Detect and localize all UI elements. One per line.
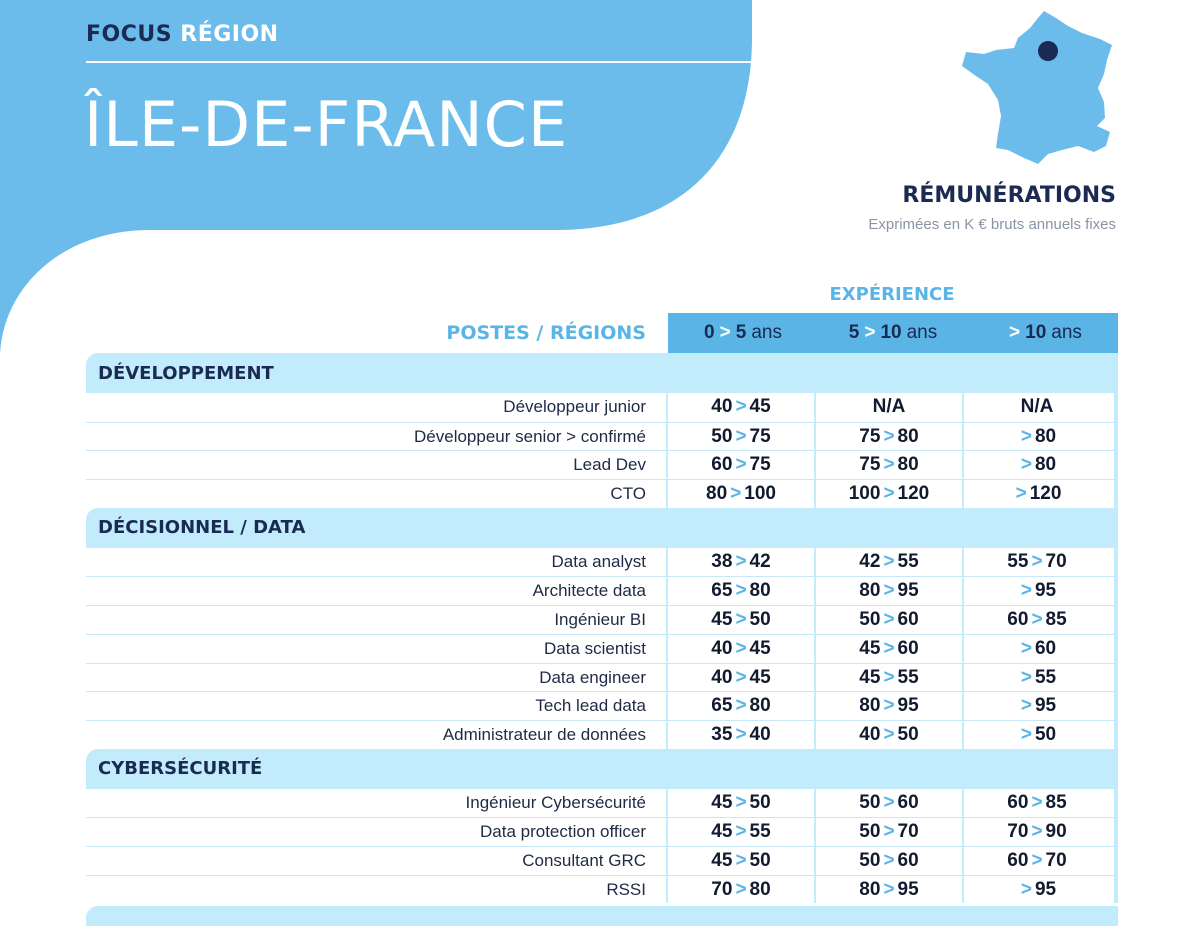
value-from: 35: [711, 723, 733, 745]
salary-cell: [962, 606, 1110, 634]
value-to: 50: [749, 791, 771, 813]
salary-cell: [666, 847, 814, 875]
value-to: 40: [749, 723, 771, 745]
value-to: 85: [1045, 791, 1067, 813]
table-row: [86, 663, 1114, 692]
salary-cell: [814, 789, 962, 818]
column-from: 0: [704, 322, 715, 343]
experience-header-band: [668, 313, 1118, 353]
arrow-icon: >: [883, 483, 895, 505]
salary-cell: [962, 789, 1110, 818]
salary-cell: [666, 721, 814, 749]
value-from: 65: [711, 695, 733, 717]
role-name: RSSI: [86, 876, 666, 904]
salary-cell: [962, 393, 1110, 422]
value-to: 80: [897, 454, 919, 476]
value-to: 50: [749, 849, 771, 871]
salary-cell: [962, 480, 1110, 508]
value-to: 55: [749, 821, 771, 843]
salary-cell: [814, 606, 962, 634]
table-row: [86, 875, 1114, 904]
arrow-icon: >: [1031, 609, 1043, 631]
next-section-band: [86, 906, 1118, 926]
salary-cell: [962, 423, 1110, 451]
value-from: 45: [711, 791, 733, 813]
section-header: DÉVELOPPEMENT: [86, 353, 1118, 393]
salary-cell: [962, 818, 1110, 846]
remunerations-subtitle: Exprimées en K € bruts annuels fixes: [868, 216, 1116, 233]
value-from: 100: [848, 483, 881, 505]
arrow-icon: >: [883, 580, 895, 602]
section-rows-inner: [86, 789, 1114, 904]
column-to: 10: [1025, 322, 1047, 343]
role-name: Ingénieur BI: [86, 606, 666, 634]
arrow-icon: >: [1009, 322, 1021, 343]
value-to: 45: [749, 666, 771, 688]
table-row: [86, 691, 1114, 720]
value-from: 50: [859, 609, 881, 631]
salary-cell: [666, 548, 814, 577]
arrow-icon: >: [883, 609, 895, 631]
arrow-icon: >: [883, 637, 895, 659]
table-row: [86, 450, 1114, 479]
role-name: Data scientist: [86, 635, 666, 663]
salary-cell: [666, 635, 814, 663]
role-name: Lead Dev: [86, 451, 666, 479]
value-from: 45: [859, 637, 881, 659]
role-name: Ingénieur Cybersécurité: [86, 789, 666, 818]
value-to: 80: [749, 878, 771, 900]
arrow-icon: >: [883, 849, 895, 871]
salary-cell: [666, 451, 814, 479]
table-row: [86, 789, 1114, 818]
salary-cell: [814, 635, 962, 663]
value-to: 70: [1045, 849, 1067, 871]
value-from: 75: [859, 425, 881, 447]
value-to: 60: [897, 609, 919, 631]
experience-label: EXPÉRIENCE: [829, 284, 955, 305]
salary-cell: [962, 577, 1110, 605]
salary-cell: [814, 423, 962, 451]
table-row: [86, 634, 1114, 663]
value-from: 75: [859, 454, 881, 476]
value-from: 60: [1007, 609, 1029, 631]
focus-region-kicker: FOCUS RÉGION: [86, 22, 279, 47]
role-name: Architecte data: [86, 577, 666, 605]
role-name: Data analyst: [86, 548, 666, 577]
arrow-icon: >: [1020, 425, 1032, 447]
salary-cell: [962, 692, 1110, 720]
arrow-icon: >: [1031, 550, 1043, 572]
table-row: [86, 720, 1114, 749]
salary-cell: [962, 876, 1110, 904]
arrow-icon: >: [735, 609, 747, 631]
salary-cell: [666, 789, 814, 818]
table-row: [86, 605, 1114, 634]
value-to: 80: [897, 425, 919, 447]
value-to: 60: [1034, 637, 1057, 659]
salary-cell: [814, 577, 962, 605]
salary-cell: [666, 692, 814, 720]
value-from: 70: [1007, 821, 1029, 843]
value-to: 95: [1034, 878, 1057, 900]
value-to: 90: [1045, 821, 1067, 843]
section-rows: [86, 548, 1118, 749]
header-divider: [86, 61, 752, 63]
role-name: Tech lead data: [86, 692, 666, 720]
value-from: 55: [1007, 550, 1029, 572]
arrow-icon: >: [1020, 878, 1032, 900]
salary-cell: [666, 480, 814, 508]
salary-cell: [814, 393, 962, 422]
role-name: CTO: [86, 480, 666, 508]
value-to: 45: [749, 637, 771, 659]
column-unit: ans: [906, 322, 938, 343]
arrow-icon: >: [883, 821, 895, 843]
arrow-icon: >: [883, 454, 895, 476]
salary-cell: [666, 577, 814, 605]
value-from: 80: [859, 878, 881, 900]
value-to: 55: [897, 550, 919, 572]
arrow-icon: >: [735, 580, 747, 602]
salary-cell: [962, 548, 1110, 577]
value-from: 70: [711, 878, 733, 900]
value-to: 60: [897, 849, 919, 871]
arrow-icon: >: [735, 454, 747, 476]
value-from: 80: [859, 695, 881, 717]
value-to: 80: [1034, 425, 1057, 447]
arrow-icon: >: [1031, 849, 1043, 871]
salary-cell: [666, 818, 814, 846]
salary-cell: [666, 664, 814, 692]
value-from: 45: [711, 821, 733, 843]
value-to: 50: [1034, 723, 1057, 745]
value-to: 95: [1034, 695, 1057, 717]
column-from: 5: [848, 322, 860, 343]
salary-cell: [666, 876, 814, 904]
value-to: 50: [897, 723, 919, 745]
value-to: 60: [897, 791, 919, 813]
column-to: 10: [880, 322, 902, 343]
table-row: [86, 479, 1114, 508]
table-row: [86, 576, 1114, 605]
salary-cell: [666, 393, 814, 422]
arrow-icon: >: [883, 791, 895, 813]
salary-cell: [962, 847, 1110, 875]
value-to: 55: [897, 666, 919, 688]
section-header: CYBERSÉCURITÉ: [86, 749, 1118, 789]
arrow-icon: >: [883, 878, 895, 900]
value-from: 45: [859, 666, 881, 688]
experience-column-2: [968, 313, 1118, 353]
salary-cell: [962, 451, 1110, 479]
arrow-icon: >: [735, 637, 747, 659]
role-name: Administrateur de données: [86, 721, 666, 749]
value-from: 40: [711, 666, 733, 688]
value-from: 45: [711, 849, 733, 871]
salary-cell: [814, 818, 962, 846]
value-from: 60: [711, 454, 733, 476]
value-from: 50: [859, 791, 881, 813]
value-from: 65: [711, 580, 733, 602]
value-from: 42: [859, 550, 881, 572]
salary-cell: [814, 548, 962, 577]
value-to: 70: [1045, 550, 1067, 572]
salary-cell: [814, 876, 962, 904]
arrow-icon: >: [883, 695, 895, 717]
role-name: Consultant GRC: [86, 847, 666, 875]
section-rows-inner: [86, 548, 1114, 749]
table-row: [86, 548, 1114, 577]
value-from: 40: [711, 637, 733, 659]
arrow-icon: >: [1020, 695, 1032, 717]
value-to: 95: [897, 695, 919, 717]
salary-cell: [814, 451, 962, 479]
arrow-icon: >: [1020, 637, 1032, 659]
value-to: 55: [1034, 666, 1057, 688]
column-to: 5: [735, 322, 747, 343]
value-to: 95: [1034, 580, 1057, 602]
salary-cell: [814, 847, 962, 875]
role-name: Data engineer: [86, 664, 666, 692]
salary-cell: [666, 606, 814, 634]
section-header: DÉCISIONNEL / DATA: [86, 508, 1118, 548]
experience-column-1: [818, 313, 968, 353]
value-to: 85: [1045, 609, 1067, 631]
arrow-icon: >: [883, 723, 895, 745]
arrow-icon: >: [735, 723, 747, 745]
value-from: 60: [1007, 791, 1029, 813]
arrow-icon: >: [1020, 454, 1032, 476]
table-row: [86, 846, 1114, 875]
value-text: N/A: [1020, 396, 1054, 417]
value-to: 70: [897, 821, 919, 843]
table-row: [86, 422, 1114, 451]
arrow-icon: >: [1031, 791, 1043, 813]
value-from: 45: [711, 609, 733, 631]
value-to: 95: [897, 580, 919, 602]
salary-cell: [814, 692, 962, 720]
section-rows-inner: [86, 393, 1114, 508]
value-from: 50: [859, 849, 881, 871]
value-text: N/A: [872, 396, 906, 417]
arrow-icon: >: [730, 483, 742, 505]
arrow-icon: >: [735, 791, 747, 813]
arrow-icon: >: [719, 322, 731, 343]
arrow-icon: >: [1020, 580, 1032, 602]
arrow-icon: >: [735, 878, 747, 900]
france-map-icon: [958, 8, 1118, 168]
experience-column-0: [668, 313, 818, 353]
salary-cell: [814, 721, 962, 749]
salary-cell: [814, 480, 962, 508]
value-from: 50: [711, 425, 733, 447]
arrow-icon: >: [735, 425, 747, 447]
table-row: [86, 393, 1114, 422]
table-row: [86, 817, 1114, 846]
column-unit: ans: [1051, 322, 1082, 343]
salary-table: [86, 353, 1118, 903]
arrow-icon: >: [735, 550, 747, 572]
arrow-icon: >: [735, 695, 747, 717]
value-from: 80: [859, 580, 881, 602]
salary-cell: [962, 664, 1110, 692]
arrow-icon: >: [1015, 483, 1027, 505]
column-unit: ans: [751, 322, 782, 343]
arrow-icon: >: [735, 821, 747, 843]
role-name: Développeur senior > confirmé: [86, 423, 666, 451]
role-name: Data protection officer: [86, 818, 666, 846]
value-to: 75: [749, 425, 771, 447]
arrow-icon: >: [883, 666, 895, 688]
salary-cell: [666, 423, 814, 451]
value-to: 80: [1034, 454, 1057, 476]
value-from: 60: [1007, 849, 1029, 871]
arrow-icon: >: [864, 322, 876, 343]
value-to: 120: [897, 483, 930, 505]
value-from: 50: [859, 821, 881, 843]
arrow-icon: >: [735, 666, 747, 688]
salary-cell: [962, 721, 1110, 749]
page-title: ÎLE-DE-FRANCE: [84, 88, 569, 161]
arrow-icon: >: [883, 425, 895, 447]
arrow-icon: >: [883, 550, 895, 572]
salary-cell: [962, 635, 1110, 663]
arrow-icon: >: [1020, 666, 1032, 688]
value-to: 50: [749, 609, 771, 631]
postes-regions-label: POSTES / RÉGIONS: [446, 322, 646, 344]
arrow-icon: >: [1020, 723, 1032, 745]
value-to: 80: [749, 580, 771, 602]
value-from: 80: [706, 483, 728, 505]
value-to: 75: [749, 454, 771, 476]
arrow-icon: >: [735, 849, 747, 871]
value-to: 80: [749, 695, 771, 717]
arrow-icon: >: [1031, 821, 1043, 843]
remunerations-title: RÉMUNÉRATIONS: [902, 183, 1116, 208]
value-from: 38: [711, 550, 733, 572]
value-to: 45: [749, 396, 771, 417]
section-rows: [86, 789, 1118, 904]
value-from: 40: [859, 723, 881, 745]
arrow-icon: >: [735, 396, 747, 417]
value-to: 100: [744, 483, 776, 505]
value-to: 42: [749, 550, 771, 572]
value-to: 95: [897, 878, 919, 900]
salary-cell: [814, 664, 962, 692]
value-to: 120: [1029, 483, 1062, 505]
role-name: Développeur junior: [86, 393, 666, 422]
value-from: 40: [711, 396, 733, 417]
value-to: 60: [897, 637, 919, 659]
section-rows: [86, 393, 1118, 508]
